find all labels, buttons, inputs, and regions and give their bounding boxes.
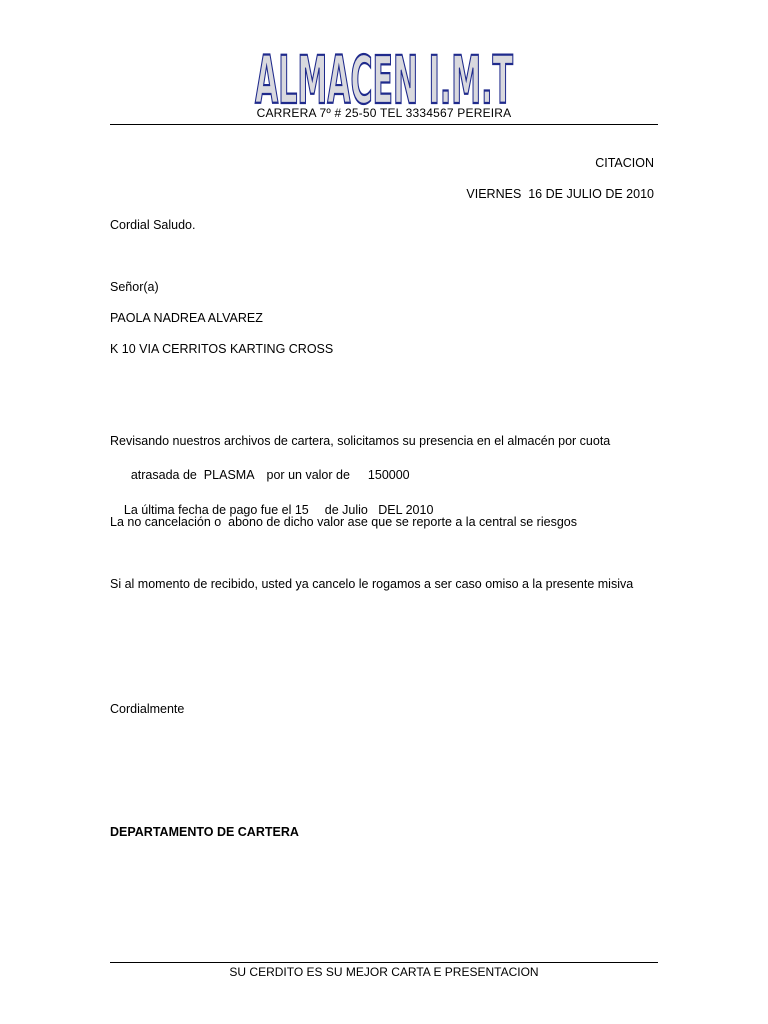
recipient-name: PAOLA NADREA ALVAREZ — [110, 311, 263, 325]
last-payment-date: de Julio DEL 2010 — [324, 503, 434, 517]
debt-value-label: por un valor de — [266, 468, 350, 482]
debt-item: atrasada de PLASMA — [130, 468, 255, 482]
header-divider — [110, 124, 658, 125]
warning-text: La no cancelación o abono de dicho valor ase que se reporte a la central se riesgos — [110, 515, 577, 529]
salutation: Señor(a) — [110, 280, 159, 294]
company-name: ALMACEN I.M.T — [255, 42, 513, 110]
notice-text: Si al momento de recibido, usted ya cancelo le rogamos a ser caso omiso a la presente misiva — [110, 577, 634, 591]
footer-divider — [110, 962, 658, 963]
last-payment-label: La última fecha de pago fue el 15 — [123, 503, 309, 517]
letter-type: CITACION — [595, 156, 654, 170]
closing: Cordialmente — [110, 702, 185, 716]
letter-date: VIERNES 16 DE JULIO DE 2010 — [466, 187, 654, 201]
company-logo — [0, 34, 768, 110]
department-signature: DEPARTAMENTO DE CARTERA — [110, 825, 299, 839]
greeting: Cordial Saludo. — [110, 218, 196, 232]
footer-slogan: SU CERDITO ES SU MEJOR CARTA E PRESENTACION — [229, 965, 539, 979]
recipient-address: K 10 VIA CERRITOS KARTING CROSS — [110, 342, 334, 356]
debt-amount: 150000 — [367, 468, 410, 482]
paragraph-line: Revisando nuestros archivos de cartera, solicitamos su presencia en el almacén por cuota — [110, 434, 611, 448]
company-address: CARRERA 7º # 25-50 TEL 3334567 PEREIRA — [256, 106, 512, 120]
